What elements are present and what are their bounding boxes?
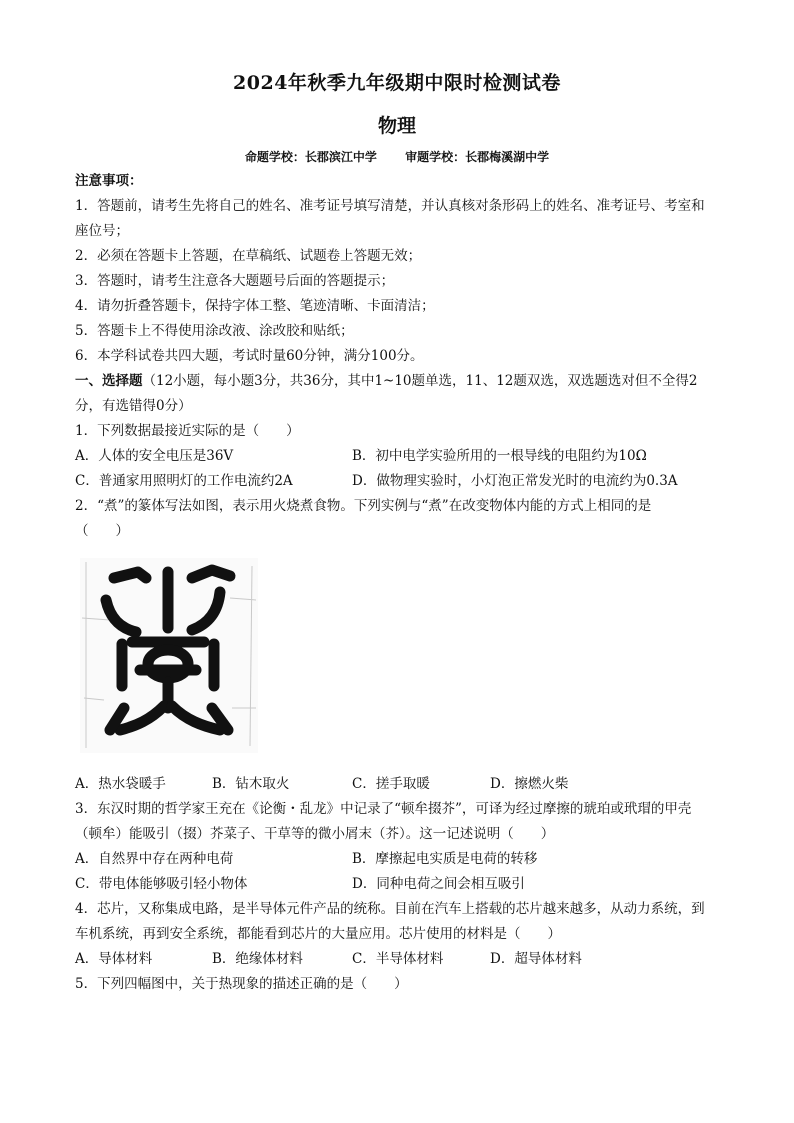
note-item: 1．答题前，请考生先将自己的姓名、准考证号填写清楚，并认真核对条形码上的姓名、准考证号、考室和: [75, 198, 705, 214]
question-2-option-b: B．钻木取火: [212, 776, 290, 792]
seal-script-zhu-image: [80, 558, 258, 753]
question-1-option-a: A．人体的安全电压是36V: [75, 448, 234, 464]
subject-title: 物理: [377, 115, 416, 137]
question-1-option-d: D．做物理实验时，小灯泡正常发光时的电流约为0.3A: [352, 473, 678, 489]
question-4-option-c: C．半导体材料: [352, 951, 444, 967]
note-item: 2．必须在答题卡上答题，在草稿纸、试题卷上答题无效；: [75, 248, 422, 264]
question-4-stem-cont: 车机系统，再到安全系统，都能看到芯片的大量应用。芯片使用的材料是（ ）: [75, 926, 561, 942]
question-3-option-d: D．同种电荷之间会相互吸引: [352, 876, 525, 892]
note-item: 6．本学科试卷共四大题，考试时量60分钟，满分100分。: [75, 348, 424, 364]
note-item: 4．请勿折叠答题卡，保持字体工整、笔迹清晰、卡面清洁；: [75, 298, 435, 314]
question-3-stem-cont: （顿牟）能吸引（掇）芥菜子、干草等的微小屑末（芥）。这一记述说明（ ）: [75, 826, 555, 842]
question-2-stem: 2．“煮”的篆体写法如图，表示用火烧煮食物。下列实例与“煮”在改变物体内能的方式上相同的是: [75, 498, 652, 514]
question-3-stem: 3．东汉时期的哲学家王充在《论衡・乱龙》中记录了“顿牟掇芥”，可译为经过摩擦的琥珀或玳瑁的甲壳: [75, 801, 692, 817]
question-4-option-b: B．绝缘体材料: [212, 951, 303, 967]
proposer-school: 命题学校：长郡滨江中学: [244, 150, 377, 164]
question-3-option-a: A．自然界中存在两种电荷: [75, 851, 234, 867]
school-info: [0, 148, 794, 165]
question-2-option-a: A．热水袋暖手: [75, 776, 166, 792]
section-description: （12小题，每小题3分，共36分，其中1~10题单选，11、12题双选，双选题选对但不全得2: [142, 373, 698, 389]
note-item: 3．答题时，请考生注意各大题题号后面的答题提示；: [75, 273, 395, 289]
question-2-option-d: D．擦燃火柴: [490, 776, 569, 792]
note-item: 5．答题卡上不得使用涂改液、涂改胶和贴纸；: [75, 323, 354, 339]
question-2-option-c: C．搓手取暖: [352, 776, 430, 792]
notes-heading: 注意事项：: [75, 173, 143, 189]
exam-title: 2024年秋季九年级期中限时检测试卷: [233, 72, 561, 94]
question-4-stem: 4．芯片，又称集成电路，是半导体元件产品的统称。目前在汽车上搭载的芯片越来越多，从动力系统，到: [75, 901, 705, 917]
question-3-option-c: C．带电体能够吸引轻小物体: [75, 876, 248, 892]
reviewer-school: 审题学校：长郡梅溪湖中学: [405, 150, 550, 164]
section-heading: 一、选择题: [75, 373, 143, 389]
question-3-option-b: B．摩擦起电实质是电荷的转移: [352, 851, 538, 867]
question-5-stem: 5．下列四幅图中，关于热现象的描述正确的是（ ）: [75, 976, 408, 992]
section-description-cont: 分，有选错得0分）: [75, 398, 192, 414]
question-1-option-b: B．初中电学实验所用的一根导线的电阻约为10Ω: [352, 448, 647, 464]
question-1-stem: 1．下列数据最接近实际的是（ ）: [75, 423, 300, 439]
question-4-option-d: D．超导体材料: [490, 951, 582, 967]
note-item: 座位号；: [75, 223, 129, 239]
question-4-option-a: A．导体材料: [75, 951, 153, 967]
question-2-stem-cont: （ ）: [75, 523, 129, 539]
question-1-option-c: C．普通家用照明灯的工作电流约2A: [75, 473, 293, 489]
section-header: [75, 372, 697, 390]
